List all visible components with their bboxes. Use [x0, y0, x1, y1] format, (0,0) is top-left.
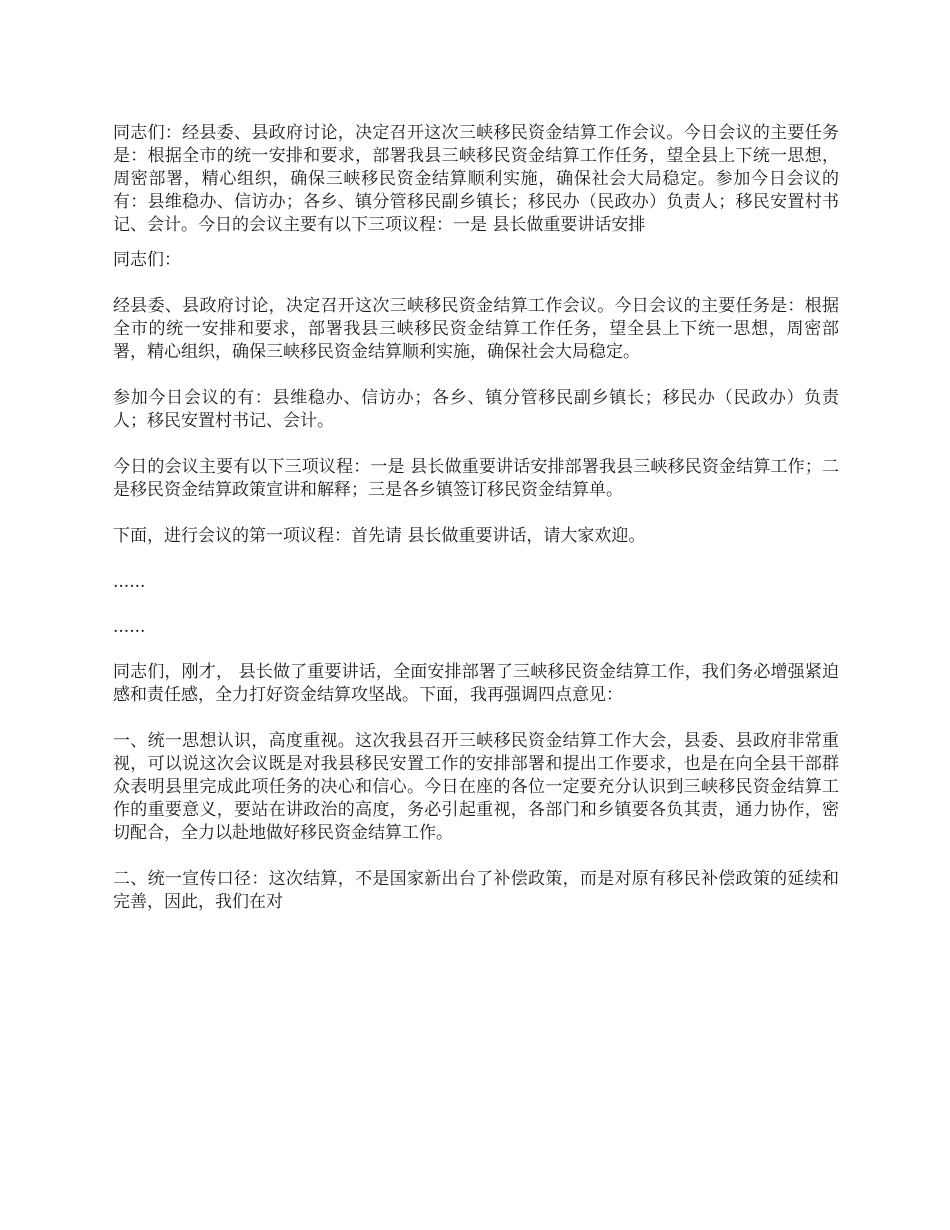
paragraph-ellipsis: ......	[113, 572, 146, 592]
paragraph-meeting-purpose: 经县委、县政府讨论，决定召开这次三峡移民资金结算工作会议。今日会议的主要任务是：根据全市的统一安排和要求，部署我县三峡移民资金结算工作任务，望全县上下统一思想，周密部署，精心组织，确保三峡移民资金结算顺利实施，确保社会大局稳定。	[113, 296, 839, 362]
paragraph-transition: 同志们，刚才， 县长做了重要讲话，全面安排部署了三峡移民资金结算工作，我们务必增强紧迫感和责任感，全力打好资金结算攻坚战。下面，我再强调四点意见：	[113, 662, 839, 705]
document-summary: 同志们：经县委、县政府讨论，决定召开这次三峡移民资金结算工作会议。今日会议的主要任务是：根据全市的统一安排和要求，部署我县三峡移民资金结算工作任务，望全县上下统一思想，周密部署，精心组织，确保三峡移民资金结算顺利实施，确保社会大局稳定。参加今日会议的有：县维稳办、信访办；各乡、镇分管移民副乡镇长；移民办（民政办）负责人；移民安置村书记、会计。今日的会议主要有以下三项议程：一是 县长做重要讲话安排	[113, 123, 839, 235]
paragraph-attendees: 参加今日会议的有：县维稳办、信访办；各乡、镇分管移民副乡镇长；移民办（民政办）负责人；移民安置村书记、会计。	[113, 388, 839, 431]
document-body	[113, 122, 839, 937]
paragraph-ellipsis: ......	[113, 617, 146, 637]
paragraph-first-item: 下面，进行会议的第一项议程：首先请 县长做重要讲话，请大家欢迎。	[113, 526, 646, 546]
paragraph-salutation: 同志们：	[113, 250, 181, 270]
paragraph-agenda: 今日的会议主要有以下三项议程：一是 县长做重要讲话安排部署我县三峡移民资金结算工作；二是移民资金结算政策宣讲和解释；三是各乡镇签订移民资金结算单。	[113, 457, 839, 500]
paragraph-point-two: 二、统一宣传口径：这次结算，不是国家新出台了补偿政策，而是对原有移民补偿政策的延续和完善，因此，我们在对	[113, 869, 839, 912]
paragraph-point-one: 一、统一思想认识，高度重视。这次我县召开三峡移民资金结算工作大会，县委、县政府非常重视，可以说这次会议既是对我县移民安置工作的安排部署和提出工作要求，也是在向全县干部群众表明县里完成此项任务的决心和信心。今日在座的各位一定要充分认识到三峡移民资金结算工作的重要意义，要站在讲政治的高度，务必引起重视，各部门和乡镇要各负其责，通力协作，密切配合，全力以赴地做好移民资金结算工作。	[113, 731, 839, 843]
